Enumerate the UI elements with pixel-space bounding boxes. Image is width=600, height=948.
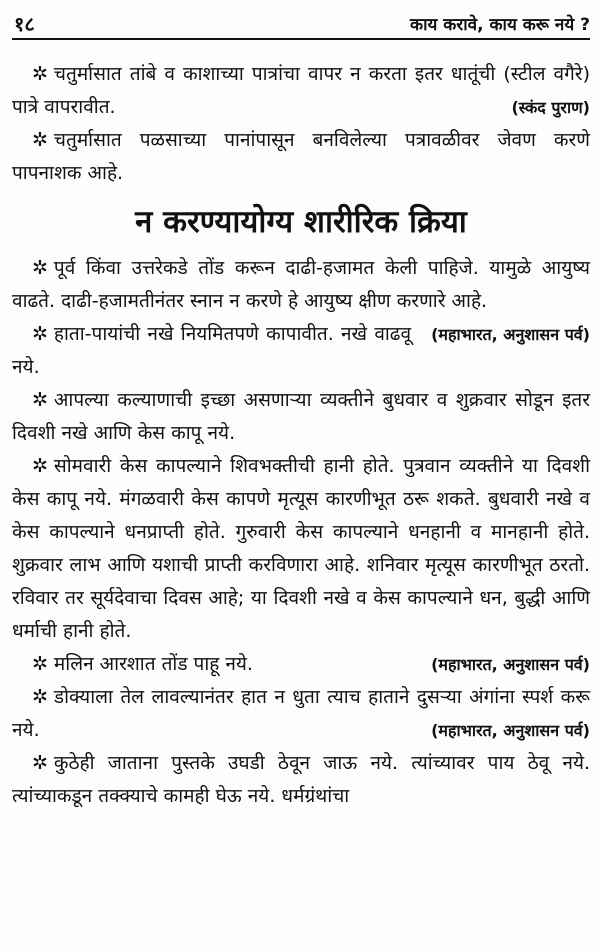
- paragraph-text: डोक्याला तेल लावल्यानंतर हात न धुता त्याच हाताने दुसऱ्या अंगांना स्पर्श करू नये.: [12, 686, 590, 741]
- paragraph-text: चतुर्मासात पळसाच्या पानांपासून बनविलेल्या पत्रावळीवर जेवण करणे पापनाशक आहे.: [12, 129, 590, 184]
- paragraph-text: मलिन आरशात तोंड पाहू नये.: [53, 653, 253, 675]
- page-number: १८: [14, 12, 35, 36]
- star-bullet-icon: ✲: [32, 63, 48, 85]
- paragraph-text: हाता-पायांची नखे नियमितपणे कापावीत. नखे वाढवू नये.: [12, 323, 412, 378]
- star-bullet-icon: ✲: [32, 686, 48, 708]
- paragraph: [12, 648, 590, 681]
- paragraph-text: कुठेही जाताना पुस्तके उघडी ठेवून जाऊ नये. त्यांच्यावर पाय ठेवू नये. त्यांच्याकडून तक्क्याचे कामही घेऊ नये. धर्मग्रंथांचा: [12, 752, 590, 807]
- page-header: [12, 8, 590, 40]
- star-bullet-icon: ✲: [32, 752, 48, 774]
- star-bullet-icon: ✲: [32, 653, 48, 675]
- source-citation: (महाभारत, अनुशासन पर्व): [431, 655, 590, 674]
- paragraph: [12, 747, 590, 813]
- section-heading: न करण्यायोग्य शारीरिक क्रिया: [135, 204, 467, 240]
- running-title: काय करावे, काय करू नये ?: [410, 15, 590, 35]
- star-bullet-icon: ✲: [32, 257, 48, 279]
- paragraph-text: आपल्या कल्याणाची इच्छा असणाऱ्या व्यक्तीने बुधवार व शुक्रवार सोडून इतर दिवशी नखे आणि केस कापू नये.: [12, 389, 590, 444]
- source-citation: (महाभारत, अनुशासन पर्व): [431, 325, 590, 344]
- paragraph-text: पूर्व किंवा उत्तरेकडे तोंड करून दाढी-हजामत केली पाहिजे. यामुळे आयुष्य वाढते. दाढी-हजामतीनंतर स्नान न करणे हे आयुष्य क्षीण करणारे आहे.: [12, 257, 590, 312]
- paragraph: [12, 124, 590, 190]
- star-bullet-icon: ✲: [32, 129, 48, 151]
- star-bullet-icon: ✲: [32, 323, 48, 345]
- paragraph-text: चतुर्मासात तांबे व काशाच्या पात्रांचा वापर न करता इतर धातूंची (स्टील वगैरे) पात्रे वापरावीत.: [12, 63, 590, 118]
- star-bullet-icon: ✲: [32, 455, 48, 477]
- paragraph-text: सोमवारी केस कापल्याने शिवभक्तीची हानी होते. पुत्रवान व्यक्तीने या दिवशी केस कापू नये. मंगळवारी केस कापणे मृत्यूस कारणीभूत ठरू शकते. बुधवारी नखे व केस कापल्याने धनप्राप्ती होते. गुरुवारी केस कापल्याने धनहानी व मानहानी होते. शुक्रवार लाभ आणि यशाची प्राप्ती करविणारा आहे. शनिवार मृत्यूस कारणीभूत ठरतो. रविवार तर सूर्यदेवाचा दिवस आहे; या दिवशी नखे व केस कापल्याने धन, बुद्धी आणि धर्माची हानी होते.: [12, 455, 590, 642]
- page-body: [12, 58, 590, 813]
- paragraph: [12, 384, 590, 450]
- source-citation: (महाभारत, अनुशासन पर्व): [431, 721, 590, 740]
- paragraph: [12, 450, 590, 648]
- source-citation: (स्कंद पुराण): [511, 98, 590, 117]
- star-bullet-icon: ✲: [32, 389, 48, 411]
- paragraph: [12, 681, 590, 747]
- paragraph: [12, 58, 590, 124]
- paragraph: [12, 252, 590, 344]
